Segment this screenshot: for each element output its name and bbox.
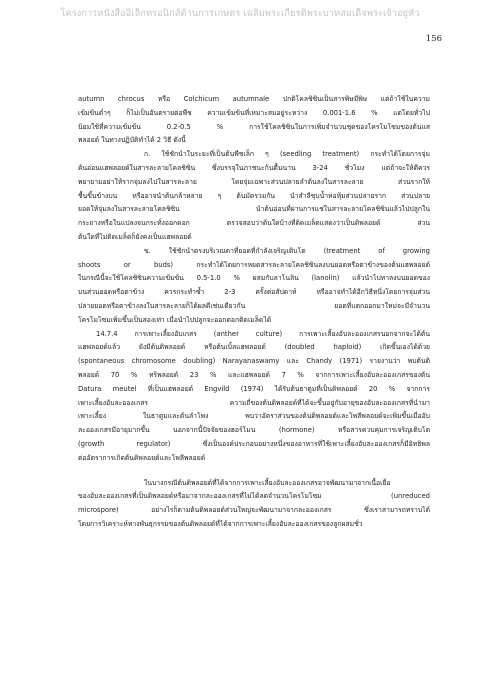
- paragraph-line: เข้มข้นต่ำๆ ก็ไม่เป็นอันตรายต่อพืช ความเข้มข้นที่เหมาะสมอยู่ระหว่าง 0.001-1.6 % แต่โดยทั่วไป: [78, 108, 430, 117]
- paragraph-gap: [78, 466, 430, 477]
- paragraph-line: นิยมใช้ที่ความเข้มข้น 0.2-0.5 % การใช้โคลชิซินในการเพิ่มจำนวนชุดของโครโมโซมของต้นแส: [78, 122, 430, 131]
- paragraph-line: ชื้นขึ้นข้างบน หรืออาจนำต้นกล้าหลาย ๆ ต้นมัดรวมกัน นำสำลีชุบน้ำห่อหุ้มส่วนปลายราก ส่วนปลาย: [78, 191, 430, 200]
- header-watermark: โครงการหนังสืออิเล็กทรอนิกส์ด้านการเกษตร เฉลิมพระเกียรติพระบาทสมเด็จพระเจ้าอยู่หัว: [60, 8, 420, 19]
- paragraph-line: microspore) อย่างไรก็ตามต้นดิพลอยด์ส่วนใหญ่จะพัฒนามาจากละอองเกสร ซึ่งเราสามารถทราบได้: [78, 506, 430, 515]
- paragraph-line: ยอดให้จุ่มลงในสารละลายโคลชิซิน นำต้นอ่อนที่ผ่านการแช่ในสารละลายโคลชิซินแล้วไปปลูกใน: [78, 205, 430, 214]
- paragraph-line: (spontaneous chromosome doubling) Narayanaswamy และ Chandy (1971) รายงานว่า พบต้นดิ: [78, 357, 430, 366]
- paragraph-line: กระถางหรือในแปลงจนกระทั่งออกดอก ตรวจสอบว่าต้นใดบ้างที่ติดเมล็ดแสดงว่าเป็นดิพลอยด์ ส่วน: [78, 219, 430, 228]
- paragraph-line: ในกรณีนี้จะใช้โคลชิซินความเข้มข้น 0.5-1.0 % ผสมกับลาโนลิน (lanolin) แล้วนำไปทาลงบนยอดของ: [78, 274, 430, 283]
- paragraph-line: โครโมโซมเพิ่มขึ้นเป็นสองเท่า เมื่อนำไปปลูกจะออกดอกติดเมล็ดได้: [78, 315, 272, 324]
- paragraph-line: ก. ใช้ชักนำในระยะที่เป็นต้นพืชเล็ก ๆ (seedling treatment) กระทำได้โดยการจุ่ม: [144, 150, 430, 159]
- paragraph-line: เพาะเลี้ยงอับละอองเกสร ความถี่ของต้นดิพลอยด์ที่ได้จะขึ้นอยู่กับอายุของอับละอองเกสรที่นำมา: [78, 398, 430, 407]
- paragraph-line: shoots or buds) กระทำได้โดยการหยดสารละลายโคลชิซินลงบนยอดหรือตาข้างของต้นแฮพลอยด์: [78, 260, 430, 269]
- paragraph-line: ในบางกรณีต้นดิพลอยด์ที่ได้จากการเพาะเลี้ยงอับละอองเกสรอาจพัฒนามาจากเนื้อเยื่อ: [144, 478, 391, 487]
- paragraph-line: พลอยด์ ในทางปฏิบัติทำได้ 2 วิธี ดังนี้: [78, 136, 186, 145]
- paragraph-line: ของอับละอองเกสรที่เป็นดิพลอยด์หรือมาจากละอองเกสรที่ไม่ได้ลดจำนวนโครโมโซม (unreduced: [78, 492, 430, 501]
- section-heading-line: 14.7.4 การเพาะเลี้ยงอับเกสร (anther culture) การเพาะเลี้ยงอับละอองเกสรนอกจากจะได้ต้น: [96, 329, 430, 338]
- paragraph-line: โดยการวิเคราะห์ทางพันธุกรรมของต้นดิพลอยด์ที่ได้จากการเพาะเลี้ยงอับละอองเกสรของลูกผสมชั่ว: [78, 519, 363, 528]
- paragraph-line: เพาะเลี้ยง ในธาตูมและต้นลำโพง พบว่าอัตราส่วนของต้นดิพลอยด์และโพลีพลอยด์จะเพิ่มขึ้นเมื่ออับ: [78, 412, 430, 421]
- paragraph-line: (growth regulator) ซึ่งเป็นองค์ประกอบอย่างหนึ่งของอาหารที่ใช้เพาะเลี้ยงอับละอองเกสรก็มีอิทธิพล: [78, 439, 430, 448]
- body-text: [78, 93, 430, 532]
- page-number: 156: [425, 34, 442, 44]
- paragraph-line: ปลายยอดหรือตาข้างลงในสารละลายก็ได้ผลดีเช่นเดียวกัน ยอดที่แตกออกมาใหม่จะมีจำนวน: [78, 301, 430, 310]
- paragraph-line: ต้นอ่อนแฮพลอยด์ในสารละลายโคลชิซิน ซึ่งบรรจุในภาชนะก้นตื้นนาน 3-24 ชั่วโมง แต่ถ้าจะให้ดีควร: [78, 163, 430, 172]
- paragraph-line: บนส่วนยอดหรือตาข้าง ควรกระทำซ้ำ 2-3 ครั้งต่อสัปดาห์ หรืออาจทำได้อีกวิธีหนึ่งโดยการจุ่มส่วน: [78, 288, 430, 297]
- paragraph-line: ต้นใดที่ไม่ติดเมล็ดก็ยังคงเป็นแฮพลอยด์: [78, 232, 192, 241]
- paragraph-line: autumn chrocus หรือ Colchicum autumnale ปกติโคลชิซินเป็นสารพิษมีพิษ แต่ถ้าใช้ในความ: [78, 95, 430, 103]
- paragraph-line: ต่ออัตราการเกิดต้นดิพลอยด์และโพลีพลอยด์: [78, 453, 206, 462]
- paragraph-line: ละอองเกสรมีอายุมากขึ้น นอกจากนี้ปัจจัยของฮอร์โมน (hormone) หรือสารควบคุมการเจริญเติบโต: [78, 426, 430, 435]
- paragraph-line: ข. ใช้ชักนำตรงบริเวณตาที่ยอดที่กำลังเจริญเติบโต (treatment of growing: [144, 246, 430, 255]
- paragraph-line: แฮพลอยด์แล้ว ยังมีต้นดิพลอยด์ หรือต้นเบิ้ลแฮพลอยด์ (doubled haploid) เกิดขึ้นเองได้ด้วย: [78, 343, 430, 352]
- paragraph-line: พยายามอย่าให้รากจุ่มลงไปในสารละลาย โดยจุ่มเฉพาะส่วนปลายลำต้นลงในสารละลาย ส่วนรากให้: [78, 177, 430, 186]
- paragraph-line: พลอยด์ 70 % ทริพลอยด์ 23 % และแฮพลอยด์ 7 % จากการเพาะเลี้ยงอับละอองเกสรของต้น: [78, 370, 430, 379]
- paragraph-line: Datura meutel ที่เป็นแฮพลอยด์ Engvild (1974) ได้รับต้นธาตูมที่เป็นดิพลอยด์ 20 % จากการ: [78, 384, 430, 393]
